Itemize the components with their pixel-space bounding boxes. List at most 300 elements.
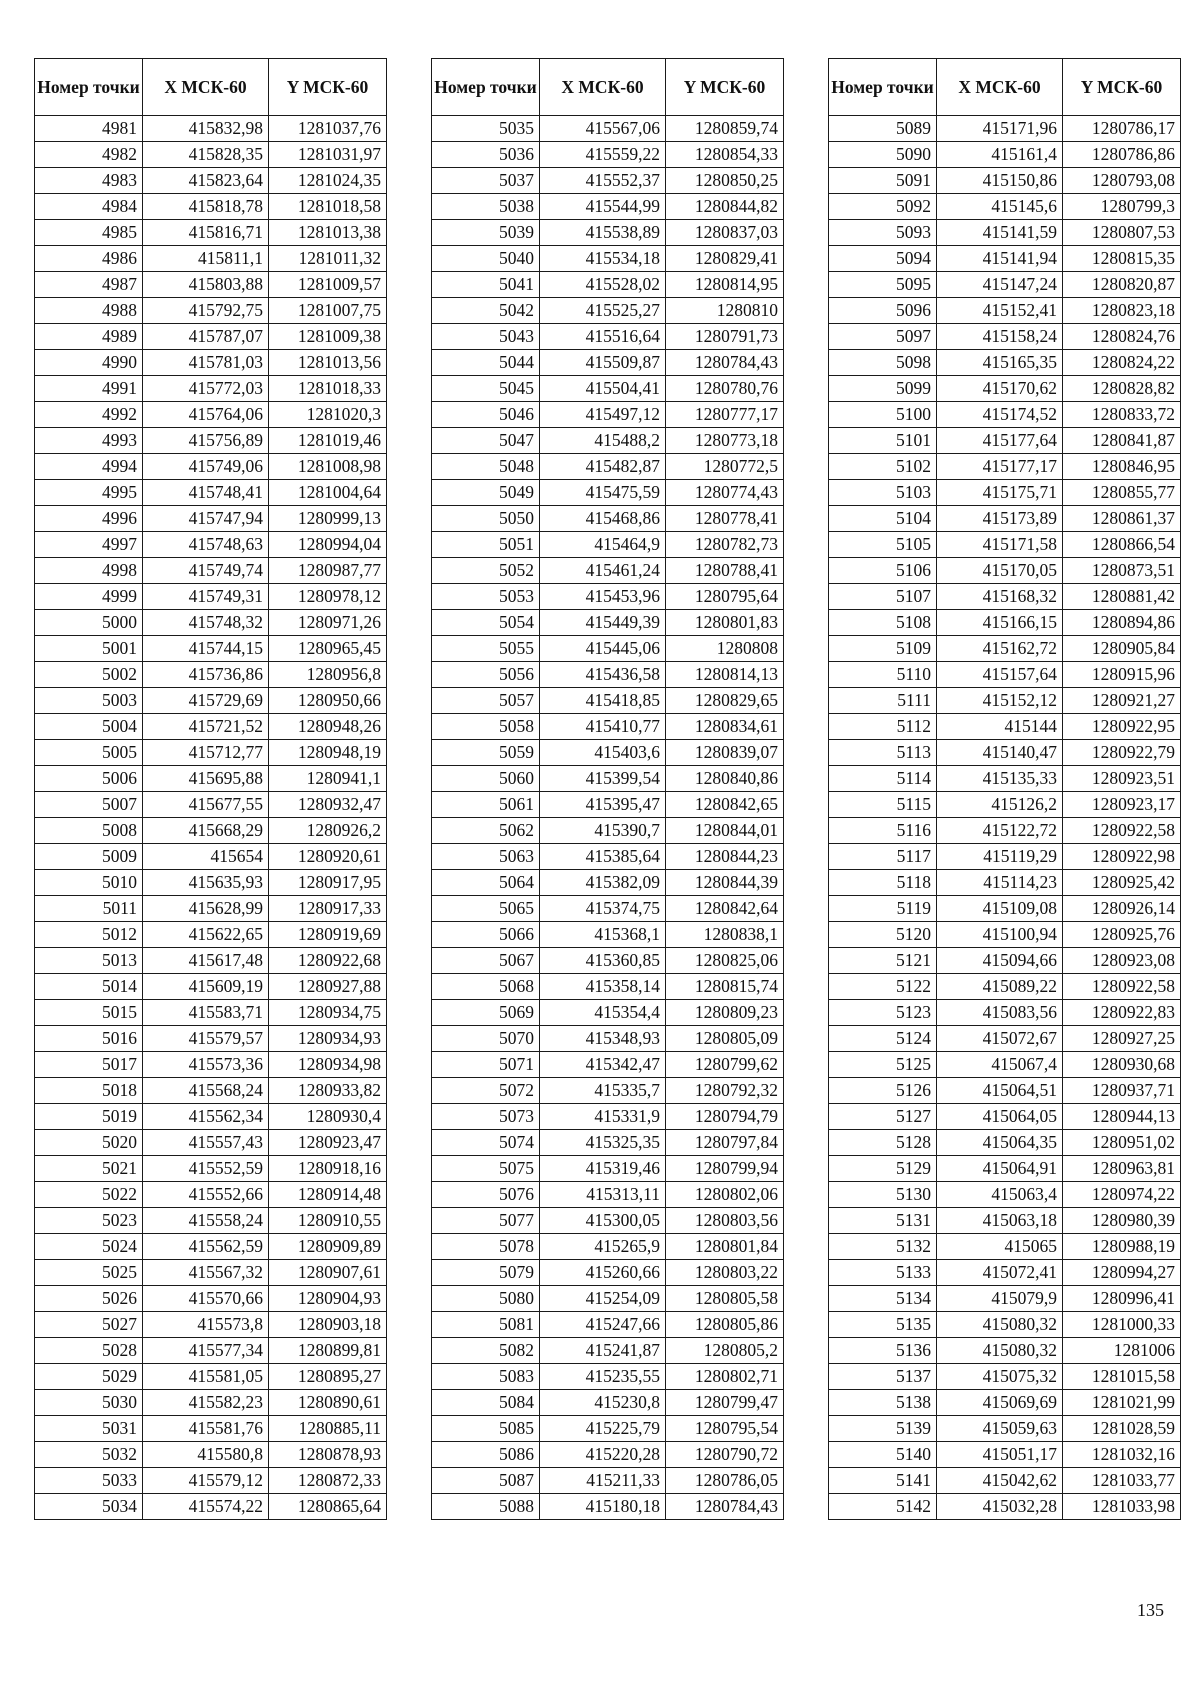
point-number-cell: 5026 (35, 1286, 143, 1312)
x-coordinate-cell: 415617,48 (143, 948, 269, 974)
y-coordinate-cell: 1280805,2 (666, 1338, 784, 1364)
x-coordinate-cell: 415368,1 (540, 922, 666, 948)
table-row (829, 1260, 1181, 1286)
y-coordinate-cell: 1281009,38 (269, 324, 387, 350)
table-row (35, 974, 387, 1000)
x-coordinate-cell: 415360,85 (540, 948, 666, 974)
point-number-cell: 5113 (829, 740, 937, 766)
table-row (829, 1286, 1181, 1312)
y-coordinate-cell: 1280815,74 (666, 974, 784, 1000)
x-coordinate-cell: 415395,47 (540, 792, 666, 818)
point-number-cell: 5081 (432, 1312, 540, 1338)
table-row (829, 636, 1181, 662)
table-row (35, 1234, 387, 1260)
point-number-cell: 5092 (829, 194, 937, 220)
point-number-cell: 5004 (35, 714, 143, 740)
table-row (829, 1130, 1181, 1156)
y-coordinate-cell: 1280905,84 (1063, 636, 1181, 662)
point-number-cell: 5077 (432, 1208, 540, 1234)
y-coordinate-cell: 1280799,3 (1063, 194, 1181, 220)
y-coordinate-cell: 1280808 (666, 636, 784, 662)
point-number-cell: 5106 (829, 558, 937, 584)
point-number-cell: 5052 (432, 558, 540, 584)
point-number-cell: 5119 (829, 896, 937, 922)
x-coordinate-cell: 415374,75 (540, 896, 666, 922)
y-coordinate-cell: 1280922,58 (1063, 974, 1181, 1000)
x-coordinate-cell: 415150,86 (937, 168, 1063, 194)
point-number-cell: 5036 (432, 142, 540, 168)
point-number-cell: 5061 (432, 792, 540, 818)
x-coordinate-cell: 415072,67 (937, 1026, 1063, 1052)
x-coordinate-cell: 415677,55 (143, 792, 269, 818)
table-row (432, 1130, 784, 1156)
y-coordinate-cell: 1281019,46 (269, 428, 387, 454)
y-coordinate-cell: 1280923,17 (1063, 792, 1181, 818)
y-coordinate-cell: 1280837,03 (666, 220, 784, 246)
point-number-cell: 5030 (35, 1390, 143, 1416)
point-number-cell: 5079 (432, 1260, 540, 1286)
x-coordinate-cell: 415241,87 (540, 1338, 666, 1364)
y-coordinate-cell: 1281004,64 (269, 480, 387, 506)
point-number-cell: 5103 (829, 480, 937, 506)
x-coordinate-cell: 415075,32 (937, 1364, 1063, 1390)
y-coordinate-cell: 1280829,65 (666, 688, 784, 714)
table-row (829, 376, 1181, 402)
point-number-cell: 5111 (829, 688, 937, 714)
table-row (35, 1494, 387, 1520)
point-number-header: Номер точки (432, 59, 540, 116)
table-row (35, 1052, 387, 1078)
point-number-cell: 5101 (829, 428, 937, 454)
point-number-cell: 5084 (432, 1390, 540, 1416)
table-row (35, 1312, 387, 1338)
y-coordinate-cell: 1281018,33 (269, 376, 387, 402)
table-row (35, 1182, 387, 1208)
x-coordinate-cell: 415792,75 (143, 298, 269, 324)
table-row (829, 1234, 1181, 1260)
point-number-cell: 4998 (35, 558, 143, 584)
y-coordinate-cell: 1280987,77 (269, 558, 387, 584)
x-coordinate-cell: 415764,06 (143, 402, 269, 428)
y-coordinate-cell: 1281013,38 (269, 220, 387, 246)
point-number-cell: 5002 (35, 662, 143, 688)
table-row (432, 1416, 784, 1442)
y-coordinate-cell: 1281018,58 (269, 194, 387, 220)
point-number-cell: 5017 (35, 1052, 143, 1078)
x-coordinate-cell: 415173,89 (937, 506, 1063, 532)
point-number-cell: 4981 (35, 116, 143, 142)
point-number-cell: 5049 (432, 480, 540, 506)
x-coordinate-cell: 415094,66 (937, 948, 1063, 974)
y-coordinate-cell: 1280923,08 (1063, 948, 1181, 974)
x-coordinate-cell: 415747,94 (143, 506, 269, 532)
point-number-cell: 5133 (829, 1260, 937, 1286)
point-number-cell: 5020 (35, 1130, 143, 1156)
table-row (432, 116, 784, 142)
y-coordinate-cell: 1280923,47 (269, 1130, 387, 1156)
y-coordinate-cell: 1280963,81 (1063, 1156, 1181, 1182)
y-coordinate-cell: 1280809,23 (666, 1000, 784, 1026)
point-number-cell: 5041 (432, 272, 540, 298)
x-coordinate-cell: 415562,59 (143, 1234, 269, 1260)
point-number-cell: 4993 (35, 428, 143, 454)
x-coordinate-cell: 415220,28 (540, 1442, 666, 1468)
x-coordinate-cell: 415335,7 (540, 1078, 666, 1104)
point-number-cell: 5067 (432, 948, 540, 974)
point-number-cell: 5140 (829, 1442, 937, 1468)
point-number-cell: 5125 (829, 1052, 937, 1078)
y-coordinate-cell: 1280914,48 (269, 1182, 387, 1208)
x-coordinate-cell: 415570,66 (143, 1286, 269, 1312)
point-number-cell: 5068 (432, 974, 540, 1000)
table-row (829, 818, 1181, 844)
table-row (432, 1234, 784, 1260)
point-number-cell: 5105 (829, 532, 937, 558)
x-coordinate-cell: 415313,11 (540, 1182, 666, 1208)
point-number-cell: 5062 (432, 818, 540, 844)
table-row (432, 1052, 784, 1078)
y-coordinate-cell: 1280918,16 (269, 1156, 387, 1182)
x-coordinate-cell: 415609,19 (143, 974, 269, 1000)
y-coordinate-cell: 1280921,27 (1063, 688, 1181, 714)
y-coordinate-cell: 1280948,26 (269, 714, 387, 740)
y-coordinate-cell: 1280865,64 (269, 1494, 387, 1520)
y-coordinate-cell: 1280774,43 (666, 480, 784, 506)
point-number-cell: 5095 (829, 272, 937, 298)
point-number-cell: 5053 (432, 584, 540, 610)
x-coordinate-cell: 415157,64 (937, 662, 1063, 688)
y-coordinate-cell: 1280923,51 (1063, 766, 1181, 792)
y-coordinate-cell: 1280922,79 (1063, 740, 1181, 766)
x-coordinate-cell: 415063,4 (937, 1182, 1063, 1208)
y-coordinate-cell: 1280890,61 (269, 1390, 387, 1416)
table-row (432, 168, 784, 194)
point-number-cell: 5019 (35, 1104, 143, 1130)
y-coordinate-cell: 1280828,82 (1063, 376, 1181, 402)
x-coordinate-cell: 415573,36 (143, 1052, 269, 1078)
point-number-cell: 5107 (829, 584, 937, 610)
y-coordinate-cell: 1280786,17 (1063, 116, 1181, 142)
point-number-cell: 5013 (35, 948, 143, 974)
y-coordinate-cell: 1281020,3 (269, 402, 387, 428)
x-coordinate-cell: 415080,32 (937, 1312, 1063, 1338)
x-coordinate-cell: 415534,18 (540, 246, 666, 272)
point-number-cell: 5023 (35, 1208, 143, 1234)
y-coordinate-cell: 1280842,64 (666, 896, 784, 922)
point-number-cell: 5094 (829, 246, 937, 272)
x-coordinate-cell: 415581,76 (143, 1416, 269, 1442)
point-number-cell: 5064 (432, 870, 540, 896)
y-coordinate-cell: 1281032,16 (1063, 1442, 1181, 1468)
table-row (829, 168, 1181, 194)
y-coordinate-cell: 1280825,06 (666, 948, 784, 974)
point-number-cell: 5129 (829, 1156, 937, 1182)
point-number-cell: 5059 (432, 740, 540, 766)
point-number-cell: 5086 (432, 1442, 540, 1468)
x-coordinate-cell: 415721,52 (143, 714, 269, 740)
point-number-cell: 4995 (35, 480, 143, 506)
x-coordinate-cell: 415399,54 (540, 766, 666, 792)
point-number-cell: 5138 (829, 1390, 937, 1416)
y-coordinate-cell: 1281011,32 (269, 246, 387, 272)
table-row (829, 792, 1181, 818)
point-number-cell: 5134 (829, 1286, 937, 1312)
y-coordinate-cell: 1280866,54 (1063, 532, 1181, 558)
table-row (35, 272, 387, 298)
y-coordinate-cell: 1280909,89 (269, 1234, 387, 1260)
x-coordinate-cell: 415122,72 (937, 818, 1063, 844)
table-row (432, 870, 784, 896)
point-number-cell: 5126 (829, 1078, 937, 1104)
table-row (35, 298, 387, 324)
x-coordinate-cell: 415464,9 (540, 532, 666, 558)
x-coordinate-cell: 415319,46 (540, 1156, 666, 1182)
y-coordinate-cell: 1280794,79 (666, 1104, 784, 1130)
table-row (35, 142, 387, 168)
point-number-cell: 5071 (432, 1052, 540, 1078)
x-coordinate-cell: 415504,41 (540, 376, 666, 402)
point-number-cell: 4982 (35, 142, 143, 168)
table-row (35, 428, 387, 454)
point-number-cell: 5007 (35, 792, 143, 818)
table-header-row (432, 59, 784, 116)
x-coordinate-cell: 415748,41 (143, 480, 269, 506)
point-number-cell: 5136 (829, 1338, 937, 1364)
y-coordinate-cell: 1280854,33 (666, 142, 784, 168)
x-coordinate-cell: 415744,15 (143, 636, 269, 662)
table-row (432, 1338, 784, 1364)
y-coordinate-cell: 1281024,35 (269, 168, 387, 194)
point-number-cell: 5072 (432, 1078, 540, 1104)
point-number-cell: 5040 (432, 246, 540, 272)
point-number-cell: 5037 (432, 168, 540, 194)
point-number-cell: 5027 (35, 1312, 143, 1338)
point-number-cell: 5122 (829, 974, 937, 1000)
x-coordinate-cell: 415165,35 (937, 350, 1063, 376)
table-row (35, 220, 387, 246)
point-number-cell: 5070 (432, 1026, 540, 1052)
coordinates-table-1 (34, 58, 387, 1520)
table-row (35, 688, 387, 714)
table-row (35, 870, 387, 896)
y-coordinate-cell: 1280788,41 (666, 558, 784, 584)
table-row (432, 272, 784, 298)
coordinates-table-3 (828, 58, 1181, 1520)
x-coordinate-cell: 415488,2 (540, 428, 666, 454)
point-number-cell: 5003 (35, 688, 143, 714)
y-coordinate-cell: 1280922,95 (1063, 714, 1181, 740)
table-row (35, 1000, 387, 1026)
x-coordinate-cell: 415069,69 (937, 1390, 1063, 1416)
y-coordinate-cell: 1280782,73 (666, 532, 784, 558)
y-coordinate-cell: 1280873,51 (1063, 558, 1181, 584)
x-coordinate-cell: 415144 (937, 714, 1063, 740)
y-coordinate-cell: 1280824,22 (1063, 350, 1181, 376)
point-number-cell: 5123 (829, 1000, 937, 1026)
x-coordinate-cell: 415342,47 (540, 1052, 666, 1078)
table-row (35, 1338, 387, 1364)
point-number-cell: 5014 (35, 974, 143, 1000)
table-row (432, 1000, 784, 1026)
table-row (35, 376, 387, 402)
y-coordinate-cell: 1280951,02 (1063, 1130, 1181, 1156)
table-row (35, 740, 387, 766)
y-coordinate-cell: 1280792,32 (666, 1078, 784, 1104)
point-number-cell: 5050 (432, 506, 540, 532)
x-coordinate-cell: 415449,39 (540, 610, 666, 636)
table-row (829, 298, 1181, 324)
x-coordinate-cell: 415059,63 (937, 1416, 1063, 1442)
table-row (432, 1364, 784, 1390)
table-row (432, 1390, 784, 1416)
y-coordinate-cell: 1280926,14 (1063, 896, 1181, 922)
point-number-cell: 5031 (35, 1416, 143, 1442)
x-coordinate-cell: 415158,24 (937, 324, 1063, 350)
y-coordinate-cell: 1281021,99 (1063, 1390, 1181, 1416)
point-number-cell: 5043 (432, 324, 540, 350)
table-row (829, 1156, 1181, 1182)
y-coordinate-cell: 1280805,09 (666, 1026, 784, 1052)
y-coordinate-cell: 1280814,95 (666, 272, 784, 298)
point-number-cell: 5018 (35, 1078, 143, 1104)
table-row (35, 1390, 387, 1416)
y-coordinate-cell: 1280903,18 (269, 1312, 387, 1338)
table-row (432, 584, 784, 610)
table-row (432, 1078, 784, 1104)
point-number-cell: 5109 (829, 636, 937, 662)
table-row (35, 1468, 387, 1494)
x-coordinate-cell: 415668,29 (143, 818, 269, 844)
table-row (829, 454, 1181, 480)
x-coordinate-cell: 415177,17 (937, 454, 1063, 480)
point-number-cell: 4987 (35, 272, 143, 298)
point-number-cell: 4997 (35, 532, 143, 558)
point-number-cell: 5076 (432, 1182, 540, 1208)
x-coordinate-cell: 415180,18 (540, 1494, 666, 1520)
table-row (35, 506, 387, 532)
table-row (829, 922, 1181, 948)
x-coordinate-cell: 415114,23 (937, 870, 1063, 896)
x-coordinate-cell: 415064,05 (937, 1104, 1063, 1130)
table-row (432, 688, 784, 714)
table-row (432, 428, 784, 454)
x-coordinate-cell: 415175,71 (937, 480, 1063, 506)
table-row (432, 532, 784, 558)
point-number-cell: 4986 (35, 246, 143, 272)
point-number-cell: 5035 (432, 116, 540, 142)
y-coordinate-cell: 1280994,27 (1063, 1260, 1181, 1286)
table-row (432, 350, 784, 376)
x-coordinate-cell: 415436,58 (540, 662, 666, 688)
y-coordinate-cell: 1280956,8 (269, 662, 387, 688)
y-coordinate-cell: 1280833,72 (1063, 402, 1181, 428)
y-coordinate-cell: 1280772,5 (666, 454, 784, 480)
table-row (829, 116, 1181, 142)
point-number-cell: 5034 (35, 1494, 143, 1520)
y-coordinate-cell: 1280793,08 (1063, 168, 1181, 194)
point-number-cell: 5102 (829, 454, 937, 480)
table-row (432, 454, 784, 480)
y-coordinate-cell: 1280844,82 (666, 194, 784, 220)
y-coordinate-cell: 1280920,61 (269, 844, 387, 870)
table-row (432, 220, 784, 246)
y-coordinate-cell: 1280829,41 (666, 246, 784, 272)
y-coordinate-cell: 1280814,13 (666, 662, 784, 688)
table-row (432, 896, 784, 922)
y-coordinate-cell: 1281031,97 (269, 142, 387, 168)
table-row (829, 974, 1181, 1000)
y-coordinate-cell: 1280861,37 (1063, 506, 1181, 532)
x-coordinate-cell: 415331,9 (540, 1104, 666, 1130)
point-number-cell: 5132 (829, 1234, 937, 1260)
point-number-cell: 5116 (829, 818, 937, 844)
x-coordinate-cell: 415403,6 (540, 740, 666, 766)
y-coordinate-cell: 1280777,17 (666, 402, 784, 428)
x-coordinate-cell: 415382,09 (540, 870, 666, 896)
point-number-cell: 5066 (432, 922, 540, 948)
x-coordinate-cell: 415162,72 (937, 636, 1063, 662)
x-coordinate-cell: 415247,66 (540, 1312, 666, 1338)
x-coordinate-cell: 415577,34 (143, 1338, 269, 1364)
x-coordinate-cell: 415828,35 (143, 142, 269, 168)
x-coordinate-cell: 415348,93 (540, 1026, 666, 1052)
y-coordinate-cell: 1281033,98 (1063, 1494, 1181, 1520)
table-row (35, 818, 387, 844)
y-coordinate-cell: 1281006 (1063, 1338, 1181, 1364)
x-coordinate-cell: 415064,51 (937, 1078, 1063, 1104)
x-coordinate-cell: 415654 (143, 844, 269, 870)
x-coordinate-cell: 415166,15 (937, 610, 1063, 636)
y-coordinate-cell: 1280895,27 (269, 1364, 387, 1390)
point-number-cell: 5088 (432, 1494, 540, 1520)
point-number-cell: 5073 (432, 1104, 540, 1130)
point-number-cell: 4985 (35, 220, 143, 246)
x-coordinate-cell: 415622,65 (143, 922, 269, 948)
point-number-cell: 4991 (35, 376, 143, 402)
y-coordinate-cell: 1280971,26 (269, 610, 387, 636)
table-row (829, 1026, 1181, 1052)
y-coordinate-cell: 1280999,13 (269, 506, 387, 532)
y-coordinate-cell: 1280844,23 (666, 844, 784, 870)
table-row (432, 1494, 784, 1520)
table-row (432, 1156, 784, 1182)
x-coordinate-cell: 415525,27 (540, 298, 666, 324)
x-coordinate-cell: 415260,66 (540, 1260, 666, 1286)
point-number-cell: 5051 (432, 532, 540, 558)
x-coordinate-cell: 415781,03 (143, 350, 269, 376)
point-number-cell: 5115 (829, 792, 937, 818)
table-row (432, 480, 784, 506)
x-coordinate-cell: 415300,05 (540, 1208, 666, 1234)
point-number-cell: 5097 (829, 324, 937, 350)
x-coordinate-cell: 415254,09 (540, 1286, 666, 1312)
table-row (829, 740, 1181, 766)
x-coordinate-cell: 415475,59 (540, 480, 666, 506)
point-number-cell: 5054 (432, 610, 540, 636)
point-number-cell: 5074 (432, 1130, 540, 1156)
y-coordinate-cell: 1280922,58 (1063, 818, 1181, 844)
x-coordinate-cell: 415528,02 (540, 272, 666, 298)
y-coordinate-cell: 1280859,74 (666, 116, 784, 142)
y-coordinate-cell: 1280799,62 (666, 1052, 784, 1078)
x-coordinate-cell: 415385,64 (540, 844, 666, 870)
x-coordinate-cell: 415135,33 (937, 766, 1063, 792)
point-number-cell: 5099 (829, 376, 937, 402)
y-coordinate-cell: 1280803,56 (666, 1208, 784, 1234)
x-coordinate-cell: 415453,96 (540, 584, 666, 610)
table-row (35, 532, 387, 558)
x-coordinate-cell: 415695,88 (143, 766, 269, 792)
